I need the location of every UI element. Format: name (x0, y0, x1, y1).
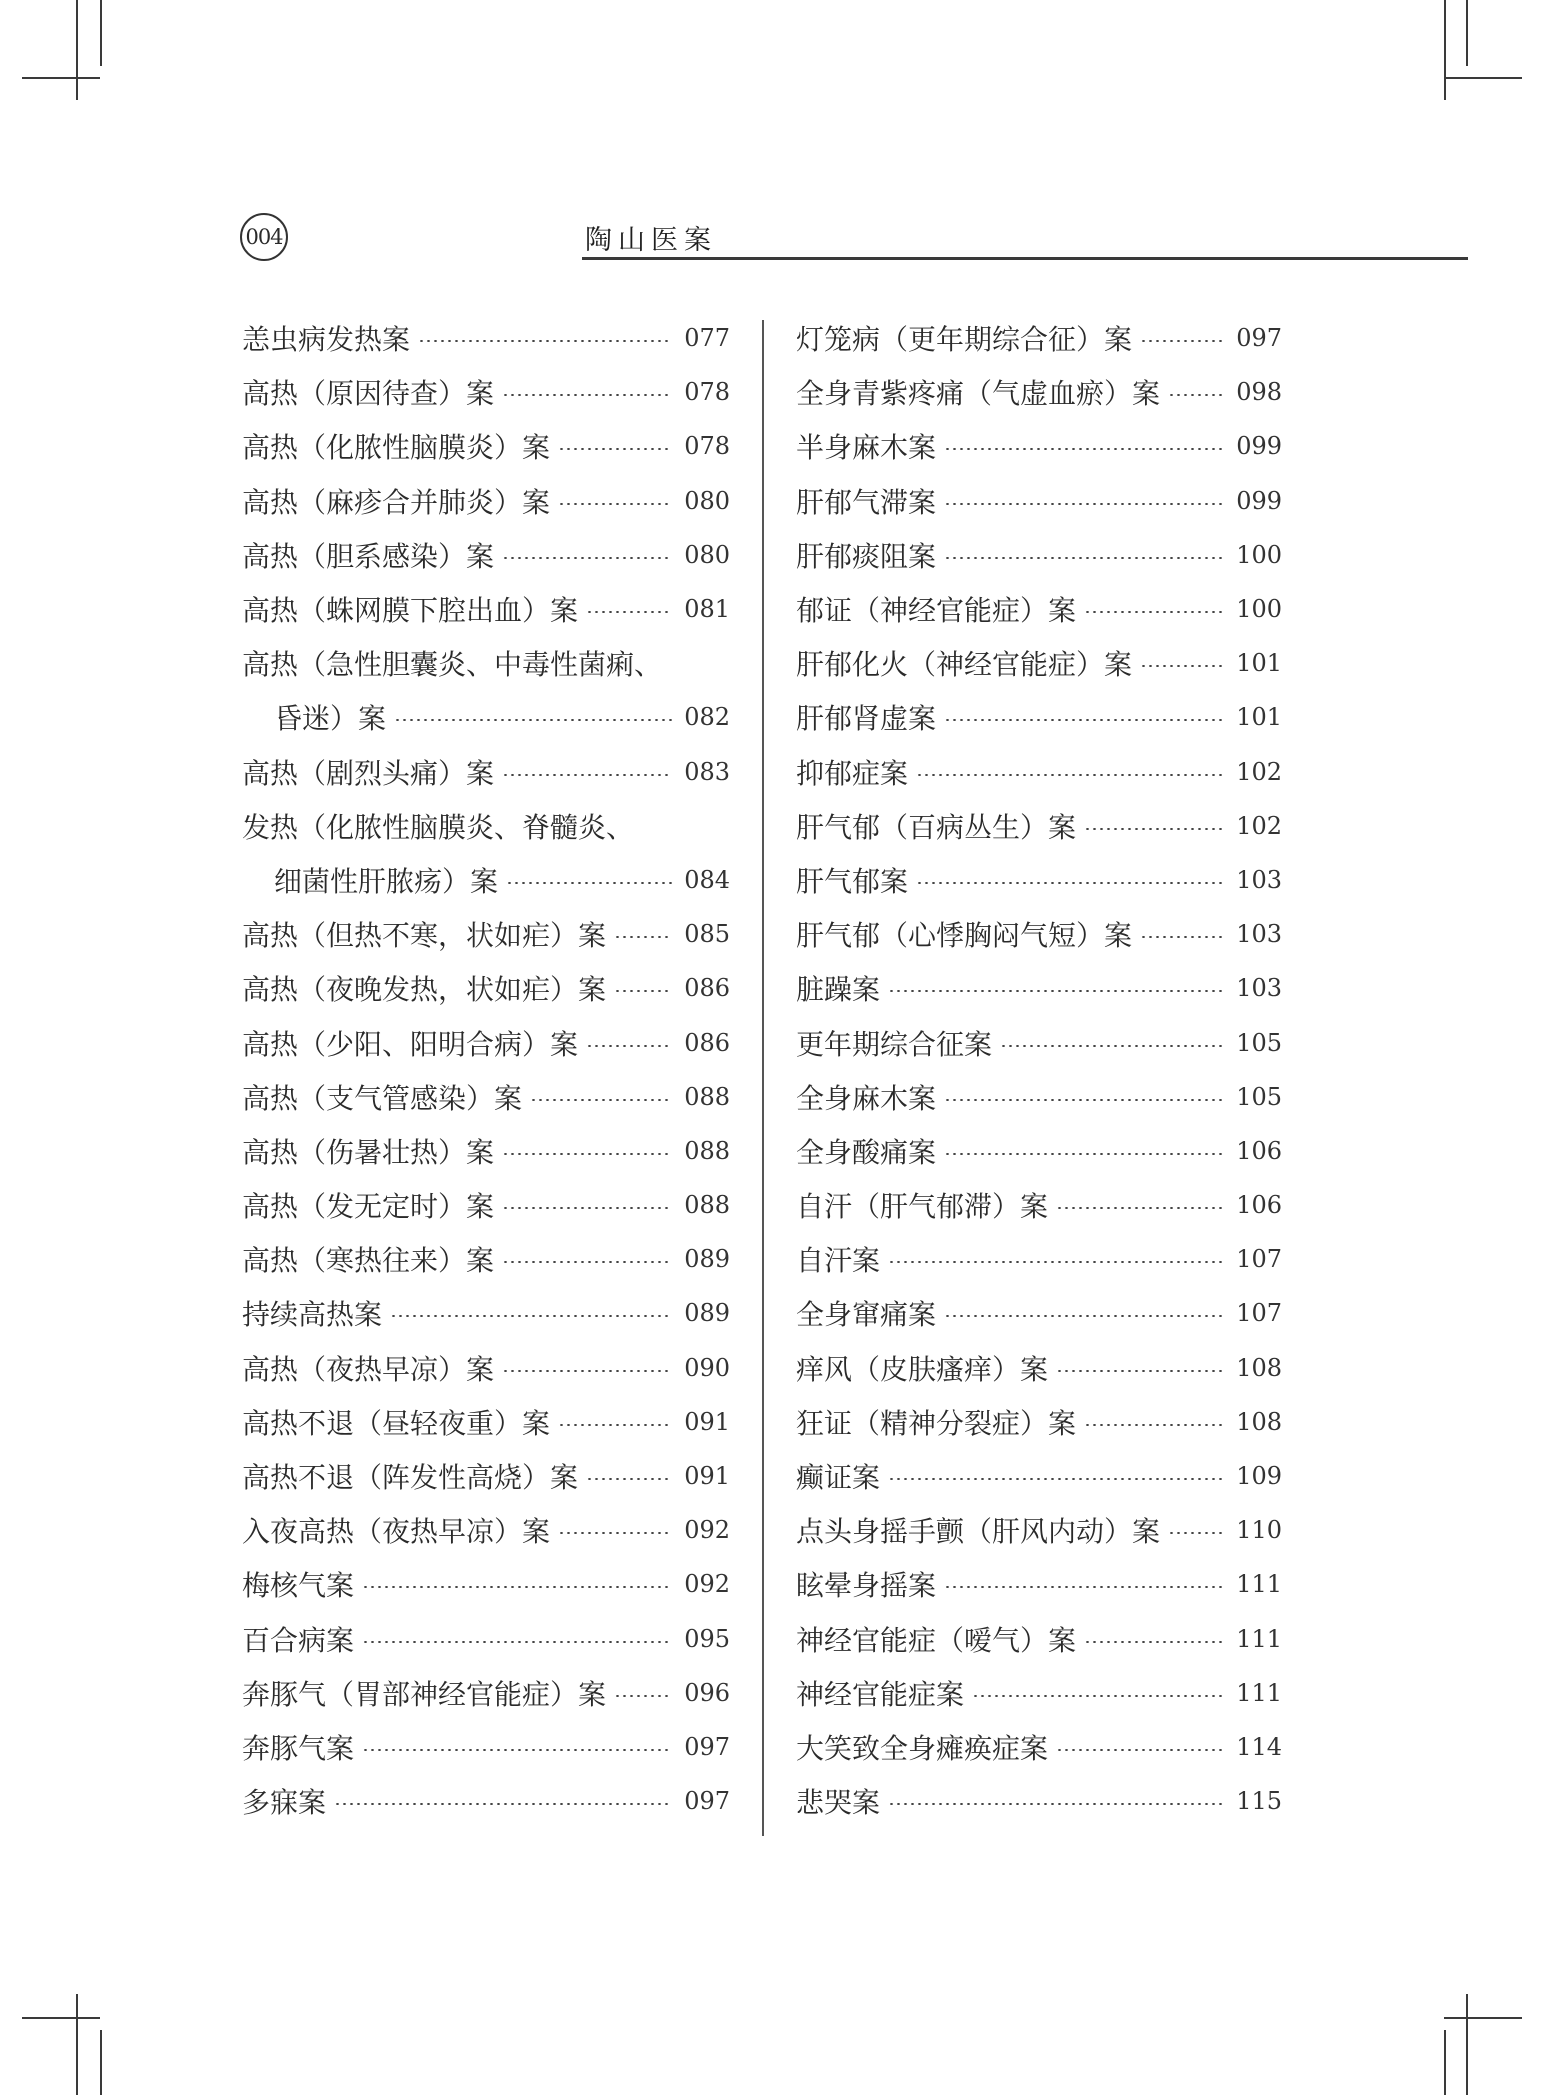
dot-leader (1084, 611, 1224, 613)
toc-entry[interactable] (242, 419, 730, 473)
dot-leader (916, 774, 1224, 776)
toc-entry-title: 肝气郁（心悸胸闷气短）案 (796, 919, 1133, 953)
toc-entry[interactable] (242, 1720, 730, 1774)
toc-entry-page: 107 (1236, 1299, 1282, 1328)
toc-entry-page: 115 (1236, 1787, 1282, 1816)
toc-entry[interactable] (242, 1178, 730, 1232)
toc-entry-title: 自汗（肝气郁滞）案 (796, 1190, 1049, 1224)
toc-entry-title: 大笑致全身瘫痪症案 (796, 1731, 1049, 1765)
toc-entry[interactable] (796, 1070, 1282, 1124)
toc-entry[interactable] (796, 474, 1282, 528)
dot-leader (390, 1315, 672, 1317)
crop-mark (22, 77, 100, 79)
dot-leader (502, 1153, 672, 1155)
toc-entry-title: 高热（伤暑壮热）案 (242, 1135, 495, 1169)
toc-entry[interactable] (242, 1124, 730, 1178)
dot-leader (1084, 1424, 1224, 1426)
dot-leader (362, 1641, 672, 1643)
toc-entry-title: 痒风（皮肤瘙痒）案 (796, 1352, 1049, 1386)
toc-entry[interactable] (796, 528, 1282, 582)
toc-entry-page: 106 (1236, 1191, 1282, 1220)
dot-leader (502, 557, 672, 559)
toc-entry-title: 脏躁案 (796, 973, 881, 1007)
toc-entry-page: 108 (1236, 1353, 1282, 1382)
toc-entry-title: 肝气郁（百病丛生）案 (796, 810, 1077, 844)
toc-entry-title: 全身酸痛案 (796, 1135, 937, 1169)
toc-entry-title: 高热不退（昼轻夜重）案 (242, 1406, 551, 1440)
dot-leader (1056, 1749, 1224, 1751)
dot-leader (558, 1424, 672, 1426)
dot-leader (614, 936, 672, 938)
running-title: 陶山医案 (585, 225, 717, 256)
dot-leader (614, 990, 672, 992)
toc-entry[interactable] (242, 528, 730, 582)
toc-entry-page: 090 (684, 1353, 730, 1382)
toc-entry[interactable] (242, 1666, 730, 1720)
toc-entry-title: 全身青紫疼痛（气虚血瘀）案 (796, 377, 1161, 411)
toc-entry-title: 高热不退（阵发性高烧）案 (242, 1461, 579, 1495)
toc-entry-page: 110 (1236, 1516, 1282, 1545)
toc-entry-title: 神经官能症案 (796, 1677, 965, 1711)
toc-entry-title: 梅核气案 (242, 1569, 355, 1603)
toc-entry[interactable] (796, 961, 1282, 1015)
toc-entry[interactable] (242, 474, 730, 528)
toc-entry-title: 高热（少阳、阳明合病）案 (242, 1027, 579, 1061)
dot-leader (1140, 340, 1224, 342)
crop-mark (100, 0, 102, 66)
dot-leader (888, 990, 1224, 992)
toc-entry-title: 高热（夜晚发热，状如疟）案 (242, 973, 607, 1007)
toc-entry[interactable] (242, 961, 730, 1015)
dot-leader (944, 557, 1224, 559)
dot-leader (558, 1532, 672, 1534)
dot-leader (362, 1586, 672, 1588)
toc-entry[interactable] (242, 1774, 730, 1828)
dot-leader (916, 882, 1224, 884)
toc-entry-title: 眩晕身摇案 (796, 1569, 937, 1603)
toc-entry[interactable] (796, 1286, 1282, 1340)
dot-leader (362, 1749, 672, 1751)
toc-entry-page: 088 (684, 1191, 730, 1220)
toc-entry-page: 103 (1236, 974, 1282, 1003)
toc-entry-page: 105 (1236, 1028, 1282, 1057)
toc-entry-page: 103 (1236, 920, 1282, 949)
toc-entry[interactable] (796, 419, 1282, 473)
toc-entry-title: 全身窜痛案 (796, 1298, 937, 1332)
toc-entry-page: 077 (684, 324, 730, 353)
toc-entry-page: 106 (1236, 1136, 1282, 1165)
dot-leader (972, 1695, 1224, 1697)
dot-leader (1140, 936, 1224, 938)
dot-leader (530, 1099, 672, 1101)
toc-entry-page: 080 (684, 540, 730, 569)
toc-entry[interactable] (796, 745, 1282, 799)
toc-entry[interactable] (242, 1557, 730, 1611)
toc-entry[interactable] (242, 1070, 730, 1124)
toc-entry[interactable] (242, 1341, 730, 1395)
toc-entry-title: 奔豚气案 (242, 1731, 355, 1765)
dot-leader (1056, 1207, 1224, 1209)
toc-entry-page: 088 (684, 1082, 730, 1111)
crop-mark (22, 2017, 100, 2019)
toc-entry-page: 105 (1236, 1082, 1282, 1111)
toc-entry-title: 郁证（神经官能症）案 (796, 594, 1077, 628)
toc-entry-page: 081 (684, 595, 730, 624)
dot-leader (1168, 394, 1224, 396)
toc-entry[interactable] (242, 1395, 730, 1449)
toc-entry[interactable] (242, 1015, 730, 1069)
crop-mark (76, 0, 78, 100)
toc-entry-page: 084 (684, 865, 730, 894)
dot-leader (1084, 828, 1224, 830)
crop-mark (1444, 2030, 1446, 2095)
toc-entry-page: 091 (684, 1462, 730, 1491)
toc-entry-page: 097 (684, 1732, 730, 1761)
toc-entry-page: 080 (684, 486, 730, 515)
dot-leader (502, 394, 672, 396)
toc-entry[interactable] (796, 636, 1282, 690)
toc-entry[interactable] (796, 1015, 1282, 1069)
toc-entry[interactable] (796, 1774, 1282, 1828)
dot-leader (502, 1370, 672, 1372)
dot-leader (394, 719, 672, 721)
toc-entry-title: 自汗案 (796, 1244, 881, 1278)
toc-entry[interactable] (796, 1557, 1282, 1611)
toc-entry-page: 098 (1236, 378, 1282, 407)
toc-entry-title: 高热（发无定时）案 (242, 1190, 495, 1224)
toc-entry[interactable] (242, 1612, 730, 1666)
dot-leader (1056, 1370, 1224, 1372)
toc-entry-page: 086 (684, 1028, 730, 1057)
toc-entry[interactable] (796, 311, 1282, 365)
crop-mark (1466, 1994, 1468, 2095)
dot-leader (944, 1315, 1224, 1317)
toc-entry-page: 083 (684, 757, 730, 786)
toc-entry-page: 092 (684, 1570, 730, 1599)
toc-entry-title: 点头身摇手颤（肝风内动）案 (796, 1515, 1161, 1549)
toc-entry-page: 099 (1236, 432, 1282, 461)
toc-entry-page: 102 (1236, 757, 1282, 786)
toc-entry[interactable] (796, 1612, 1282, 1666)
toc-entry-page: 100 (1236, 540, 1282, 569)
toc-entry-page: 100 (1236, 595, 1282, 624)
dot-leader (888, 1478, 1224, 1480)
toc-entry[interactable] (242, 1232, 730, 1286)
toc-entry[interactable] (796, 1124, 1282, 1178)
dot-leader (1084, 1641, 1224, 1643)
toc-entry-title: 狂证（精神分裂症）案 (796, 1406, 1077, 1440)
toc-entry[interactable] (796, 1395, 1282, 1449)
dot-leader (502, 774, 672, 776)
toc-entry-title: 多寐案 (242, 1786, 327, 1820)
column-divider (762, 320, 764, 1836)
toc-entry-title: 高热（寒热往来）案 (242, 1244, 495, 1278)
toc-entry[interactable] (242, 1286, 730, 1340)
toc-entry-page: 097 (1236, 324, 1282, 353)
toc-entry-title: 更年期综合征案 (796, 1027, 993, 1061)
toc-entry-page: 097 (684, 1787, 730, 1816)
dot-leader (558, 503, 672, 505)
dot-leader (586, 1045, 672, 1047)
toc-entry-page: 101 (1236, 703, 1282, 732)
toc-entry-page: 092 (684, 1516, 730, 1545)
toc-entry-page: 095 (684, 1624, 730, 1653)
dot-leader (334, 1803, 672, 1805)
toc-column-right (796, 311, 1282, 1828)
toc-entry[interactable] (796, 907, 1282, 961)
toc-entry-title: 高热（胆系感染）案 (242, 539, 495, 573)
toc-entry-title: 入夜高热（夜热早凉）案 (242, 1515, 551, 1549)
toc-entry-page: 107 (1236, 1245, 1282, 1274)
toc-entry-title: 细菌性肝脓疡）案 (274, 864, 499, 898)
dot-leader (944, 1153, 1224, 1155)
dot-leader (944, 1099, 1224, 1101)
toc-entry[interactable] (796, 853, 1282, 907)
toc-entry[interactable] (242, 1449, 730, 1503)
dot-leader (614, 1695, 672, 1697)
toc-entry[interactable] (242, 690, 730, 744)
toc-entry-title: 肝郁痰阻案 (796, 539, 937, 573)
toc-entry[interactable] (796, 365, 1282, 419)
dot-leader (944, 448, 1224, 450)
toc-entry-title: 肝郁化火（神经官能症）案 (796, 648, 1133, 682)
toc-entry-title: 半身麻木案 (796, 431, 937, 465)
crop-mark (1444, 2017, 1522, 2019)
toc-entry-page: 078 (684, 378, 730, 407)
dot-leader (888, 1261, 1224, 1263)
crop-mark (76, 1994, 78, 2095)
dot-leader (944, 719, 1224, 721)
crop-mark (100, 2030, 102, 2095)
toc-entry-title: 奔豚气（胃部神经官能症）案 (242, 1677, 607, 1711)
toc-entry[interactable] (242, 745, 730, 799)
toc-entry-page: 111 (1236, 1570, 1282, 1599)
toc-entry-title: 肝郁肾虚案 (796, 702, 937, 736)
dot-leader (558, 448, 672, 450)
toc-column-left (242, 311, 730, 1828)
toc-entry-title: 抑郁症案 (796, 756, 909, 790)
dot-leader (586, 1478, 672, 1480)
toc-entry[interactable] (796, 1666, 1282, 1720)
toc-entry[interactable] (242, 853, 730, 907)
crop-mark (1444, 0, 1446, 100)
toc-entry-page: 101 (1236, 649, 1282, 678)
toc-entry-title: 发热（化脓性脑膜炎、脊髓炎、 (242, 810, 635, 844)
toc-entry-title: 恙虫病发热案 (242, 323, 411, 357)
toc-entry[interactable] (796, 690, 1282, 744)
dot-leader (944, 503, 1224, 505)
toc-entry[interactable] (242, 582, 730, 636)
toc-entry-page: 109 (1236, 1462, 1282, 1491)
dot-leader (944, 1586, 1224, 1588)
toc-entry-title: 高热（蛛网膜下腔出血）案 (242, 594, 579, 628)
toc-entry-title: 高热（支气管感染）案 (242, 1081, 523, 1115)
toc-entry-title: 百合病案 (242, 1623, 355, 1657)
toc-entry-title: 高热（但热不寒，状如疟）案 (242, 919, 607, 953)
dot-leader (418, 340, 672, 342)
crop-mark (1444, 77, 1522, 79)
dot-leader (888, 1803, 1224, 1805)
toc-entry-title: 持续高热案 (242, 1298, 383, 1332)
toc-entry-title: 高热（化脓性脑膜炎）案 (242, 431, 551, 465)
toc-entry-title: 神经官能症（嗳气）案 (796, 1623, 1077, 1657)
toc-entry-page: 102 (1236, 811, 1282, 840)
toc-entry-title: 高热（剧烈头痛）案 (242, 756, 495, 790)
toc-entry[interactable] (796, 1720, 1282, 1774)
toc-entry-page: 082 (684, 703, 730, 732)
dot-leader (1000, 1045, 1224, 1047)
toc-entry-page: 086 (684, 974, 730, 1003)
page-number: 004 (240, 213, 288, 261)
toc-entry-page: 091 (684, 1407, 730, 1436)
toc-entry-title: 肝郁气滞案 (796, 485, 937, 519)
toc-entry[interactable] (242, 365, 730, 419)
dot-leader (502, 1261, 672, 1263)
toc-entry[interactable] (242, 311, 730, 365)
dot-leader (1168, 1532, 1224, 1534)
toc-entry[interactable] (796, 582, 1282, 636)
toc-entry-page: 111 (1236, 1678, 1282, 1707)
toc-entry[interactable] (796, 1449, 1282, 1503)
dot-leader (506, 882, 672, 884)
dot-leader (502, 1207, 672, 1209)
toc-entry-title: 高热（夜热早凉）案 (242, 1352, 495, 1386)
toc-entry-title: 全身麻木案 (796, 1081, 937, 1115)
toc-entry[interactable] (796, 1341, 1282, 1395)
header-rule (582, 257, 1468, 260)
toc-entry-page: 111 (1236, 1624, 1282, 1653)
toc-entry[interactable] (796, 1178, 1282, 1232)
toc-entry[interactable] (796, 799, 1282, 853)
toc-entry[interactable] (242, 636, 730, 690)
toc-entry-title: 灯笼病（更年期综合征）案 (796, 323, 1133, 357)
toc-entry-page: 088 (684, 1136, 730, 1165)
toc-entry[interactable] (242, 1503, 730, 1557)
toc-entry-page: 089 (684, 1299, 730, 1328)
toc-entry-page: 085 (684, 920, 730, 949)
toc-entry-page: 099 (1236, 486, 1282, 515)
toc-entry-page: 114 (1236, 1732, 1282, 1761)
dot-leader (586, 611, 672, 613)
toc-entry-title: 昏迷）案 (274, 702, 387, 736)
toc-entry[interactable] (796, 1232, 1282, 1286)
toc-entry-title: 高热（麻疹合并肺炎）案 (242, 485, 551, 519)
toc-entry-page: 096 (684, 1678, 730, 1707)
toc-entry[interactable] (796, 1503, 1282, 1557)
toc-entry[interactable] (242, 907, 730, 961)
toc-entry-page: 078 (684, 432, 730, 461)
toc-entry-page: 089 (684, 1245, 730, 1274)
toc-entry-title: 癫证案 (796, 1461, 881, 1495)
toc-entry-title: 悲哭案 (796, 1786, 881, 1820)
toc-entry[interactable] (242, 799, 730, 853)
toc-entry-page: 103 (1236, 865, 1282, 894)
toc-entry-page: 108 (1236, 1407, 1282, 1436)
dot-leader (1140, 665, 1224, 667)
toc-entry-title: 肝气郁案 (796, 864, 909, 898)
toc-entry-title: 高热（原因待查）案 (242, 377, 495, 411)
toc-entry-title: 高热（急性胆囊炎、中毒性菌痢、 (242, 648, 663, 682)
crop-mark (1466, 0, 1468, 66)
